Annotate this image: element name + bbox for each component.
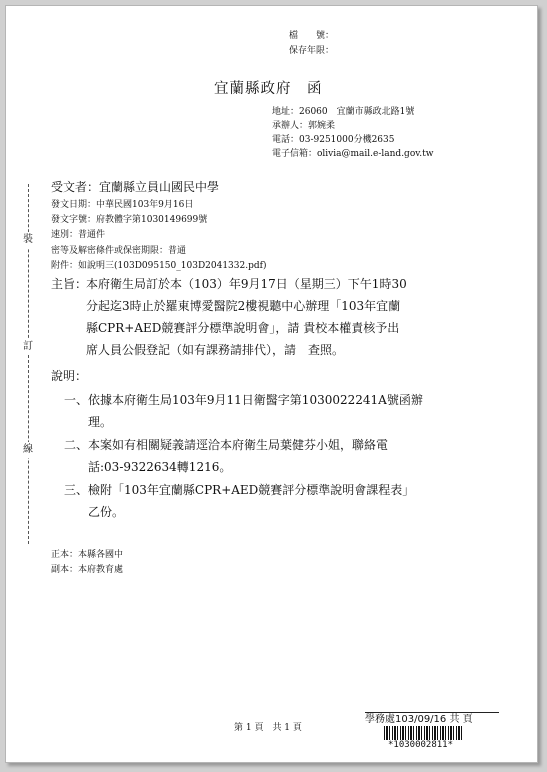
sender-email: 電子信箱：olivia@mail.e-land.gov.tw	[272, 149, 434, 159]
sender-address: 地址：26060 宜蘭市縣政北路1號	[272, 107, 415, 117]
explanation-line: 本案如有相關疑義請逕洽本府衛生局葉健芬小姐，聯絡電	[88, 438, 389, 452]
page-number: 第 1 頁 共 1 頁	[234, 723, 302, 733]
explanation-label: 說明：	[51, 369, 88, 383]
subject-line: 縣CPR+AED競賽評分標準說明會」，請 貴校本權責核予出	[86, 321, 400, 335]
document-number: 發文字號：府教體字第1030149699號	[51, 215, 208, 225]
explanation-line: 乙份。	[88, 505, 125, 519]
issue-date: 發文日期：中華民國103年9月16日	[51, 200, 194, 210]
binding-mark-1: 裝	[23, 232, 33, 248]
explanation-item	[88, 434, 388, 478]
explanation-line: 依據本府衛生局103年9月11日衛醫字第1030022241A號函辦	[88, 393, 423, 407]
subject-label: 主旨：	[51, 277, 88, 291]
copy-distribution: 副本：本府教育處	[51, 565, 124, 575]
secrecy-level: 密等及解密條件或保密期限：普通	[51, 246, 187, 256]
explanation-line: 檢附「103年宜蘭縣CPR+AED競賽評分標準說明會課程表」	[88, 483, 415, 497]
subject-text	[86, 273, 407, 361]
attachment: 附件：如說明三(103D095150_103D2041332.pdf)	[51, 261, 267, 271]
explanation-item	[88, 389, 423, 433]
binding-mark-3: 線	[23, 442, 33, 458]
retention-period-label: 保存年限：	[289, 46, 335, 56]
explanation-item-number: 一、	[64, 393, 89, 407]
sender-handler: 承辦人：郭婉柔	[272, 121, 336, 131]
receipt-stamp	[365, 712, 499, 727]
file-number-label: 檔 號：	[289, 31, 335, 41]
barcode-number: *1030002811*	[388, 740, 454, 750]
main-distribution: 正本：本縣各國中	[51, 550, 124, 560]
explanation-item-number: 三、	[64, 483, 89, 497]
document-title: 宜蘭縣政府 函	[214, 81, 323, 97]
document-page	[5, 5, 538, 763]
explanation-line: 理。	[88, 415, 113, 429]
explanation-line: 話:03-9322634轉1216。	[88, 460, 232, 474]
explanation-item-number: 二、	[64, 438, 89, 452]
subject-line: 分起迄3時止於羅東博愛醫院2樓視聽中心辦理「103年宜蘭	[86, 299, 401, 313]
subject-line: 本府衛生局訂於本（103）年9月17日（星期三）下午1時30	[86, 277, 407, 291]
sender-phone: 電話：03-9251000分機2635	[272, 135, 395, 145]
recipient: 受文者：宜蘭縣立員山國民中學	[51, 180, 220, 194]
receipt-stamp-text: 學務處103/09/16 共 頁	[365, 714, 473, 725]
explanation-item	[88, 479, 414, 523]
barcode	[384, 726, 464, 740]
binding-mark-2: 訂	[23, 339, 33, 355]
subject-line: 席人員公假登記（如有課務請排代），請 查照。	[86, 343, 345, 357]
delivery-speed: 速別：普通件	[51, 230, 106, 240]
